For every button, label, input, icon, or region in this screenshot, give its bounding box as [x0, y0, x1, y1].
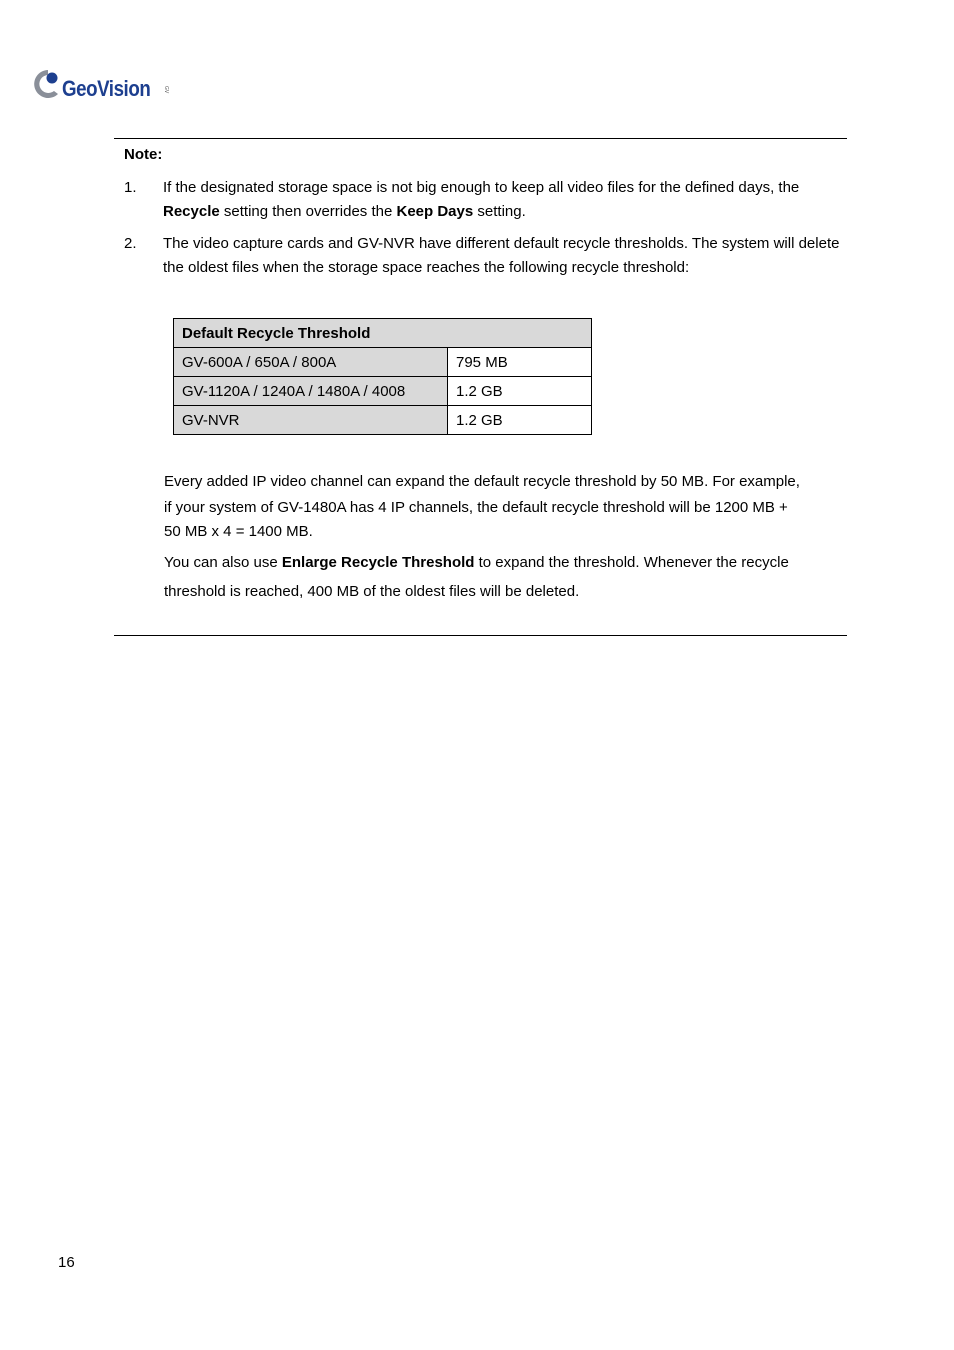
table-cell-model: GV-600A / 650A / 800A — [174, 348, 448, 377]
bold-enlarge-recycle-threshold: Enlarge Recycle Threshold — [281, 554, 475, 571]
logo-text: GeoVision — [62, 76, 151, 101]
note-title: Note: — [124, 146, 163, 163]
note-item-text — [163, 176, 844, 224]
note-item-2 — [124, 232, 844, 280]
note-bottom-divider — [114, 635, 847, 636]
logo-subtext: GV — [163, 86, 169, 94]
ip-channel-paragraph — [164, 469, 846, 543]
text-segment: setting then overrides the — [219, 203, 397, 220]
note-item-text: The video capture cards and GV-NVR have different default recycle thresholds. The system will delete the oldest files when the storage space reaches the following recycle threshold: — [163, 235, 840, 276]
note-item-1 — [124, 176, 844, 224]
table-header-row — [174, 319, 592, 348]
table-row — [174, 406, 592, 435]
table-cell-value: 1.2 GB — [448, 377, 592, 406]
table-cell-value: 795 MB — [448, 348, 592, 377]
page-number: 16 — [58, 1254, 75, 1271]
text-segment: You can also use — [164, 554, 282, 571]
note-item-number: 2. — [124, 235, 137, 252]
table-row — [174, 377, 592, 406]
bold-recycle: Recycle — [163, 203, 220, 220]
paragraph-line: Every added IP video channel can expand the default recycle threshold by 50 MB. For example, — [164, 473, 800, 490]
recycle-threshold-table — [173, 318, 592, 435]
geovision-logo — [28, 66, 178, 106]
bold-keep-days: Keep Days — [396, 203, 474, 220]
table-cell-model: GV-NVR — [174, 406, 448, 435]
note-item-number: 1. — [124, 179, 137, 196]
table-header: Default Recycle Threshold — [174, 319, 592, 348]
text-segment: If the designated storage space is not big enough to keep all video files for the defined days, the — [163, 179, 800, 196]
table-cell-model: GV-1120A / 1240A / 1480A / 4008 — [174, 377, 448, 406]
table-cell-value: 1.2 GB — [448, 406, 592, 435]
enlarge-threshold-paragraph — [164, 548, 846, 606]
table-row — [174, 348, 592, 377]
paragraph-line: threshold is reached, 400 MB of the oldest files will be deleted. — [164, 583, 580, 600]
text-segment: setting. — [473, 203, 526, 220]
text-segment: to expand the threshold. Whenever the recycle — [474, 554, 789, 571]
note-top-divider — [114, 138, 847, 139]
paragraph-line: if your system of GV-1480A has 4 IP channels, the default recycle threshold will be 1200 MB + — [164, 499, 788, 516]
paragraph-line: 50 MB x 4 = 1400 MB. — [164, 523, 313, 540]
